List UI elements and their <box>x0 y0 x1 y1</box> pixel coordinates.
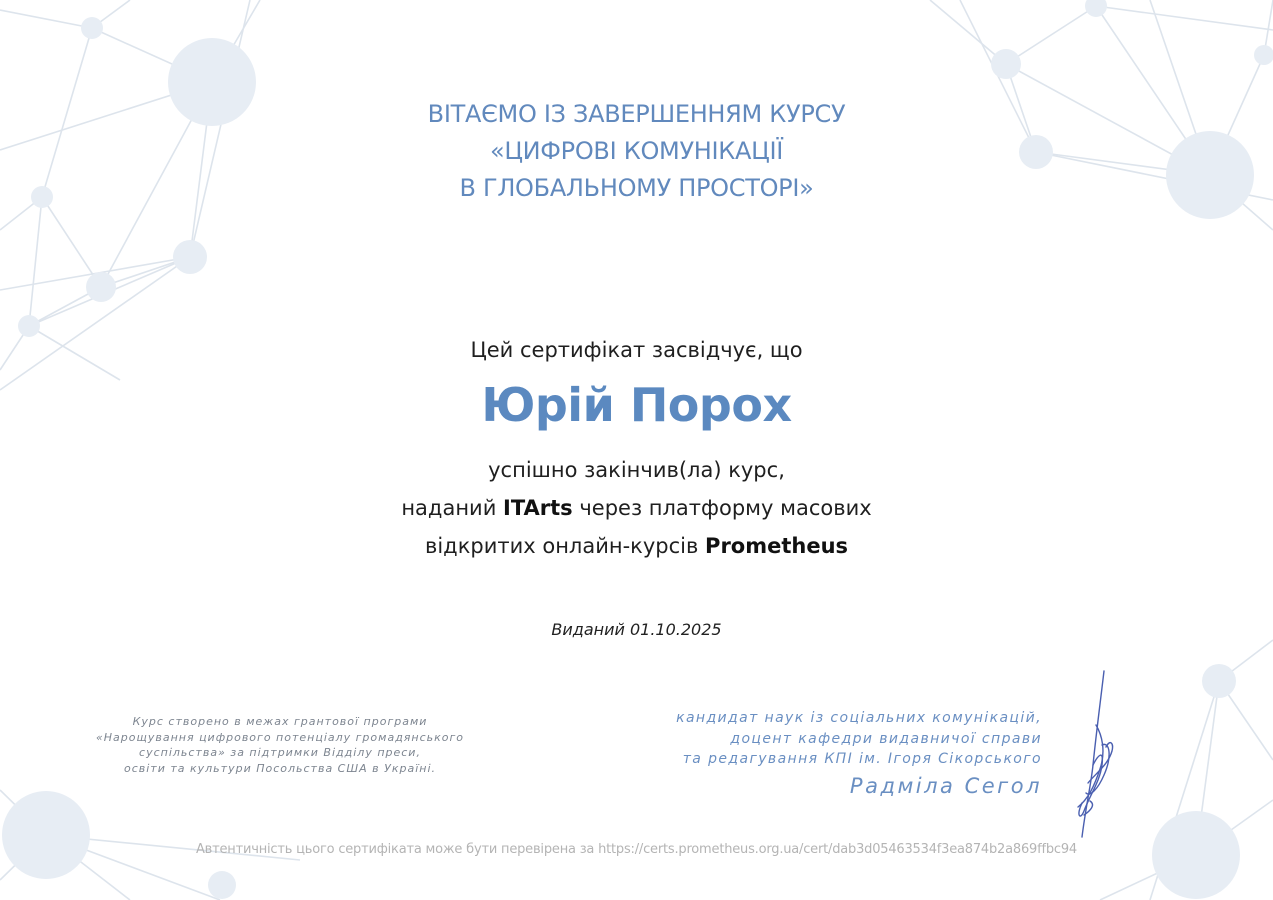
signer-title-line-2: доцент кафедри видавничої справи <box>730 730 1042 747</box>
signer-title-line-1: кандидат наук із соціальних комунікацій, <box>676 710 1042 726</box>
grant-line-3: суспільства» за підтримки Відділу преси, <box>139 746 421 759</box>
grant-note <box>80 714 480 776</box>
signer-title-line-3: та редагування КПІ ім. Ігоря Сікорського <box>682 751 1042 767</box>
grant-line-4: освіти та культури Посольства США в Україні. <box>123 761 436 775</box>
issue-date: Виданий 01.10.2025 <box>551 620 722 639</box>
signer-name: Радміла Сегол <box>849 774 1042 798</box>
provider-name: ITArts <box>503 496 573 520</box>
signer-title <box>542 708 1042 770</box>
certificate-body <box>0 451 1273 565</box>
certificate-intro: Цей сертифікат засвідчує, що <box>470 338 803 362</box>
provider-line <box>0 489 1273 527</box>
platform-line <box>0 527 1273 565</box>
grant-line-1: Курс створено в межах грантової програми <box>132 715 428 728</box>
verification-note: Автентичність цього сертифіката може бути перевірена за https://certs.prometheus.org.ua/cert/dab3d05463534f3ea874b2a869ffbc94 <box>195 842 1077 857</box>
platform-prefix: відкритих онлайн-курсів <box>424 534 706 558</box>
heading-line-1: ВІТАЄМО ІЗ ЗАВЕРШЕННЯМ КУРСУ <box>427 100 846 128</box>
course-heading <box>0 96 1273 207</box>
handwritten-signature <box>1060 665 1130 845</box>
recipient-name: Юрій Порох <box>481 378 792 432</box>
provider-prefix: наданий <box>401 496 504 520</box>
heading-line-2: «ЦИФРОВІ КОМУНІКАЦІЇ <box>489 137 784 165</box>
completion-line: успішно закінчив(ла) курс, <box>488 458 785 482</box>
heading-line-3: В ГЛОБАЛЬНОМУ ПРОСТОРІ» <box>459 174 814 202</box>
provider-suffix: через платформу масових <box>572 496 872 520</box>
platform-name: Prometheus <box>705 534 849 558</box>
grant-line-2: «Нарощування цифрового потенціалу громадянського <box>95 730 465 744</box>
